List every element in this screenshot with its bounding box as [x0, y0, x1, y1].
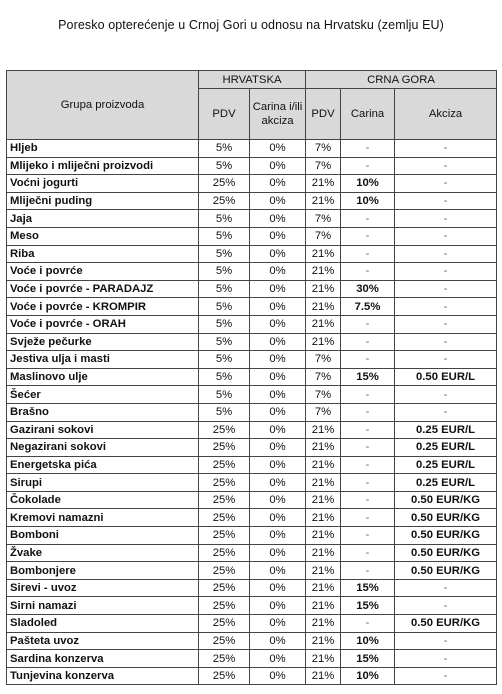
cell-cg-carina: -: [341, 210, 395, 228]
cell-cg-carina: -: [341, 315, 395, 333]
cell-hr-carina: 0%: [250, 192, 306, 210]
cell-cg-carina: -: [341, 403, 395, 421]
cell-hr-pdv: 5%: [199, 140, 250, 158]
cell-cg-carina: -: [341, 351, 395, 369]
cell-hr-pdv: 5%: [199, 403, 250, 421]
cell-cg-akciza: 0.50 EUR/L: [395, 368, 497, 386]
cell-cg-pdv: 7%: [306, 403, 341, 421]
cell-cg-carina: -: [341, 421, 395, 439]
cell-hr-carina: 0%: [250, 386, 306, 404]
cell-product: Bombonjere: [7, 562, 199, 580]
header-cg-pdv: PDV: [306, 89, 341, 140]
cell-product: Voće i povrće - ORAH: [7, 315, 199, 333]
table-body: [7, 140, 497, 685]
cell-hr-carina: 0%: [250, 527, 306, 545]
cell-cg-pdv: 21%: [306, 632, 341, 650]
cell-cg-carina: -: [341, 509, 395, 527]
cell-cg-carina: -: [341, 615, 395, 633]
cell-cg-pdv: 21%: [306, 245, 341, 263]
cell-cg-akciza: 0.50 EUR/KG: [395, 527, 497, 545]
cell-hr-carina: 0%: [250, 333, 306, 351]
cell-cg-pdv: 21%: [306, 456, 341, 474]
cell-hr-carina: 0%: [250, 351, 306, 369]
cell-product: Voće i povrće: [7, 263, 199, 281]
table-row: [7, 509, 497, 527]
cell-product: Jestiva ulja i masti: [7, 351, 199, 369]
cell-hr-pdv: 25%: [199, 456, 250, 474]
cell-hr-pdv: 25%: [199, 562, 250, 580]
cell-hr-pdv: 25%: [199, 527, 250, 545]
cell-cg-pdv: 21%: [306, 579, 341, 597]
cell-hr-carina: 0%: [250, 632, 306, 650]
cell-hr-pdv: 5%: [199, 210, 250, 228]
cell-cg-akciza: -: [395, 315, 497, 333]
cell-cg-pdv: 21%: [306, 263, 341, 281]
cell-cg-pdv: 21%: [306, 192, 341, 210]
cell-cg-akciza: -: [395, 298, 497, 316]
cell-cg-carina: -: [341, 333, 395, 351]
header-cg-akciza: Akciza: [395, 89, 497, 140]
cell-cg-pdv: 21%: [306, 439, 341, 457]
cell-cg-carina: -: [341, 456, 395, 474]
table-row: [7, 650, 497, 668]
table-row: [7, 403, 497, 421]
cell-cg-pdv: 21%: [306, 562, 341, 580]
table-row: [7, 351, 497, 369]
cell-cg-akciza: -: [395, 192, 497, 210]
cell-cg-carina: 15%: [341, 579, 395, 597]
cell-cg-carina: -: [341, 562, 395, 580]
cell-product: Riba: [7, 245, 199, 263]
cell-cg-akciza: -: [395, 210, 497, 228]
cell-product: Voće i povrće - PARADAJZ: [7, 280, 199, 298]
cell-product: Meso: [7, 227, 199, 245]
header-crna-gora: CRNA GORA: [306, 71, 497, 89]
cell-cg-carina: 10%: [341, 192, 395, 210]
cell-cg-pdv: 7%: [306, 157, 341, 175]
cell-hr-carina: 0%: [250, 245, 306, 263]
cell-hr-pdv: 5%: [199, 386, 250, 404]
cell-product: Sirevi - uvoz: [7, 579, 199, 597]
cell-hr-pdv: 5%: [199, 368, 250, 386]
cell-hr-carina: 0%: [250, 456, 306, 474]
table-row: [7, 227, 497, 245]
cell-hr-carina: 0%: [250, 650, 306, 668]
cell-hr-pdv: 5%: [199, 280, 250, 298]
cell-cg-akciza: -: [395, 597, 497, 615]
cell-hr-pdv: 25%: [199, 632, 250, 650]
cell-cg-pdv: 7%: [306, 386, 341, 404]
cell-hr-pdv: 25%: [199, 650, 250, 668]
cell-product: Sardina konzerva: [7, 650, 199, 668]
cell-cg-akciza: -: [395, 175, 497, 193]
table-row: [7, 632, 497, 650]
table-row: [7, 333, 497, 351]
table-row: [7, 579, 497, 597]
table-header: [7, 71, 497, 140]
cell-hr-carina: 0%: [250, 263, 306, 281]
cell-cg-carina: 10%: [341, 632, 395, 650]
cell-cg-carina: 10%: [341, 667, 395, 685]
cell-cg-carina: -: [341, 140, 395, 158]
cell-cg-akciza: 0.25 EUR/L: [395, 474, 497, 492]
cell-product: Sirni namazi: [7, 597, 199, 615]
cell-hr-pdv: 5%: [199, 263, 250, 281]
table-row: [7, 615, 497, 633]
cell-cg-akciza: 0.50 EUR/KG: [395, 509, 497, 527]
cell-cg-akciza: -: [395, 157, 497, 175]
cell-cg-akciza: 0.50 EUR/KG: [395, 491, 497, 509]
cell-product: Sirupi: [7, 474, 199, 492]
table-row: [7, 280, 497, 298]
cell-cg-akciza: -: [395, 333, 497, 351]
cell-cg-pdv: 7%: [306, 227, 341, 245]
cell-hr-carina: 0%: [250, 298, 306, 316]
cell-product: Energetska pića: [7, 456, 199, 474]
cell-product: Čokolade: [7, 491, 199, 509]
cell-cg-pdv: 21%: [306, 175, 341, 193]
table-row: [7, 386, 497, 404]
cell-hr-pdv: 25%: [199, 491, 250, 509]
cell-product: Mlijeko i mliječni proizvodi: [7, 157, 199, 175]
cell-cg-akciza: -: [395, 632, 497, 650]
cell-cg-akciza: 0.25 EUR/L: [395, 456, 497, 474]
table-row: [7, 456, 497, 474]
cell-cg-pdv: 7%: [306, 210, 341, 228]
cell-cg-pdv: 21%: [306, 650, 341, 668]
cell-cg-carina: -: [341, 227, 395, 245]
cell-hr-pdv: 25%: [199, 667, 250, 685]
cell-product: Maslinovo ulje: [7, 368, 199, 386]
cell-cg-carina: 10%: [341, 175, 395, 193]
cell-cg-carina: 15%: [341, 650, 395, 668]
table-row: [7, 562, 497, 580]
cell-hr-pdv: 25%: [199, 439, 250, 457]
table-row: [7, 140, 497, 158]
cell-hr-pdv: 25%: [199, 175, 250, 193]
cell-product: Jaja: [7, 210, 199, 228]
cell-hr-pdv: 5%: [199, 227, 250, 245]
cell-hr-pdv: 25%: [199, 579, 250, 597]
cell-cg-pdv: 21%: [306, 597, 341, 615]
cell-cg-carina: -: [341, 157, 395, 175]
table-row: [7, 474, 497, 492]
table-row: [7, 368, 497, 386]
cell-cg-pdv: 7%: [306, 368, 341, 386]
cell-product: Kremovi namazni: [7, 509, 199, 527]
cell-cg-akciza: -: [395, 386, 497, 404]
cell-cg-akciza: -: [395, 280, 497, 298]
page-title: Poresko opterećenje u Crnoj Gori u odnosu na Hrvatsku (zemlju EU): [58, 18, 444, 32]
cell-hr-carina: 0%: [250, 421, 306, 439]
cell-hr-carina: 0%: [250, 509, 306, 527]
cell-hr-carina: 0%: [250, 667, 306, 685]
cell-cg-akciza: -: [395, 579, 497, 597]
cell-hr-carina: 0%: [250, 140, 306, 158]
cell-hr-carina: 0%: [250, 280, 306, 298]
cell-hr-carina: 0%: [250, 403, 306, 421]
cell-cg-pdv: 21%: [306, 474, 341, 492]
cell-product: Voćni jogurti: [7, 175, 199, 193]
cell-cg-akciza: -: [395, 245, 497, 263]
header-hr-pdv: PDV: [199, 89, 250, 140]
cell-hr-carina: 0%: [250, 157, 306, 175]
table-row: [7, 439, 497, 457]
cell-product: Negazirani sokovi: [7, 439, 199, 457]
cell-cg-akciza: 0.25 EUR/L: [395, 421, 497, 439]
cell-cg-pdv: 21%: [306, 421, 341, 439]
table-row: [7, 597, 497, 615]
cell-cg-carina: -: [341, 491, 395, 509]
cell-cg-carina: 7.5%: [341, 298, 395, 316]
cell-cg-akciza: -: [395, 227, 497, 245]
cell-product: Gazirani sokovi: [7, 421, 199, 439]
table-row: [7, 544, 497, 562]
cell-cg-pdv: 7%: [306, 140, 341, 158]
cell-product: Mliječni puding: [7, 192, 199, 210]
cell-cg-pdv: 21%: [306, 544, 341, 562]
cell-hr-carina: 0%: [250, 562, 306, 580]
cell-hr-carina: 0%: [250, 597, 306, 615]
cell-product: Sladoled: [7, 615, 199, 633]
cell-product: Tunjevina konzerva: [7, 667, 199, 685]
cell-cg-akciza: 0.50 EUR/KG: [395, 562, 497, 580]
table-row: [7, 157, 497, 175]
cell-cg-pdv: 21%: [306, 527, 341, 545]
cell-hr-pdv: 25%: [199, 615, 250, 633]
table-row: [7, 527, 497, 545]
cell-hr-carina: 0%: [250, 210, 306, 228]
cell-cg-pdv: 21%: [306, 280, 341, 298]
cell-product: Svježe pečurke: [7, 333, 199, 351]
cell-cg-carina: -: [341, 263, 395, 281]
cell-hr-carina: 0%: [250, 315, 306, 333]
table-row: [7, 315, 497, 333]
cell-hr-pdv: 25%: [199, 192, 250, 210]
cell-hr-pdv: 5%: [199, 351, 250, 369]
cell-product: Žvake: [7, 544, 199, 562]
cell-cg-pdv: 21%: [306, 509, 341, 527]
cell-hr-carina: 0%: [250, 368, 306, 386]
cell-cg-akciza: -: [395, 667, 497, 685]
cell-product: Hljeb: [7, 140, 199, 158]
cell-cg-akciza: 0.50 EUR/KG: [395, 544, 497, 562]
cell-cg-carina: 15%: [341, 597, 395, 615]
cell-hr-pdv: 25%: [199, 509, 250, 527]
cell-product: Voće i povrće - KROMPIR: [7, 298, 199, 316]
cell-hr-pdv: 5%: [199, 245, 250, 263]
cell-product: Bomboni: [7, 527, 199, 545]
cell-cg-carina: -: [341, 474, 395, 492]
cell-hr-pdv: 25%: [199, 597, 250, 615]
table-row: [7, 210, 497, 228]
table-row: [7, 298, 497, 316]
cell-cg-akciza: -: [395, 403, 497, 421]
cell-hr-carina: 0%: [250, 491, 306, 509]
cell-hr-pdv: 25%: [199, 544, 250, 562]
cell-hr-carina: 0%: [250, 474, 306, 492]
table-row: [7, 192, 497, 210]
cell-cg-pdv: 21%: [306, 333, 341, 351]
cell-product: Pašteta uvoz: [7, 632, 199, 650]
cell-hr-carina: 0%: [250, 615, 306, 633]
cell-product: Brašno: [7, 403, 199, 421]
cell-cg-pdv: 21%: [306, 667, 341, 685]
header-hrvatska: HRVATSKA: [199, 71, 306, 89]
cell-cg-carina: -: [341, 544, 395, 562]
table-row: [7, 175, 497, 193]
cell-product: Šećer: [7, 386, 199, 404]
cell-hr-carina: 0%: [250, 439, 306, 457]
table-row: [7, 421, 497, 439]
cell-hr-pdv: 25%: [199, 421, 250, 439]
cell-cg-carina: -: [341, 245, 395, 263]
header-hr-carina: Carina i/ili akciza: [250, 89, 306, 140]
cell-hr-carina: 0%: [250, 579, 306, 597]
cell-cg-akciza: -: [395, 351, 497, 369]
cell-hr-pdv: 25%: [199, 474, 250, 492]
cell-cg-akciza: 0.25 EUR/L: [395, 439, 497, 457]
cell-hr-pdv: 5%: [199, 298, 250, 316]
tax-comparison-table: [6, 70, 497, 685]
cell-hr-carina: 0%: [250, 227, 306, 245]
cell-cg-pdv: 21%: [306, 615, 341, 633]
table-row: [7, 245, 497, 263]
header-cg-carina: Carina: [341, 89, 395, 140]
cell-cg-carina: -: [341, 527, 395, 545]
cell-cg-carina: 15%: [341, 368, 395, 386]
cell-cg-akciza: -: [395, 650, 497, 668]
cell-hr-carina: 0%: [250, 544, 306, 562]
table-row: [7, 491, 497, 509]
cell-cg-pdv: 21%: [306, 491, 341, 509]
table-row: [7, 667, 497, 685]
cell-cg-pdv: 21%: [306, 315, 341, 333]
cell-cg-akciza: 0.50 EUR/KG: [395, 615, 497, 633]
cell-hr-pdv: 5%: [199, 315, 250, 333]
cell-cg-akciza: -: [395, 263, 497, 281]
table-row: [7, 263, 497, 281]
header-group-label: Grupa proizvoda: [7, 71, 199, 140]
cell-cg-akciza: -: [395, 140, 497, 158]
cell-cg-carina: -: [341, 386, 395, 404]
cell-hr-carina: 0%: [250, 175, 306, 193]
cell-cg-pdv: 7%: [306, 351, 341, 369]
cell-hr-pdv: 5%: [199, 333, 250, 351]
cell-cg-carina: -: [341, 439, 395, 457]
cell-cg-carina: 30%: [341, 280, 395, 298]
cell-cg-pdv: 21%: [306, 298, 341, 316]
cell-hr-pdv: 5%: [199, 157, 250, 175]
